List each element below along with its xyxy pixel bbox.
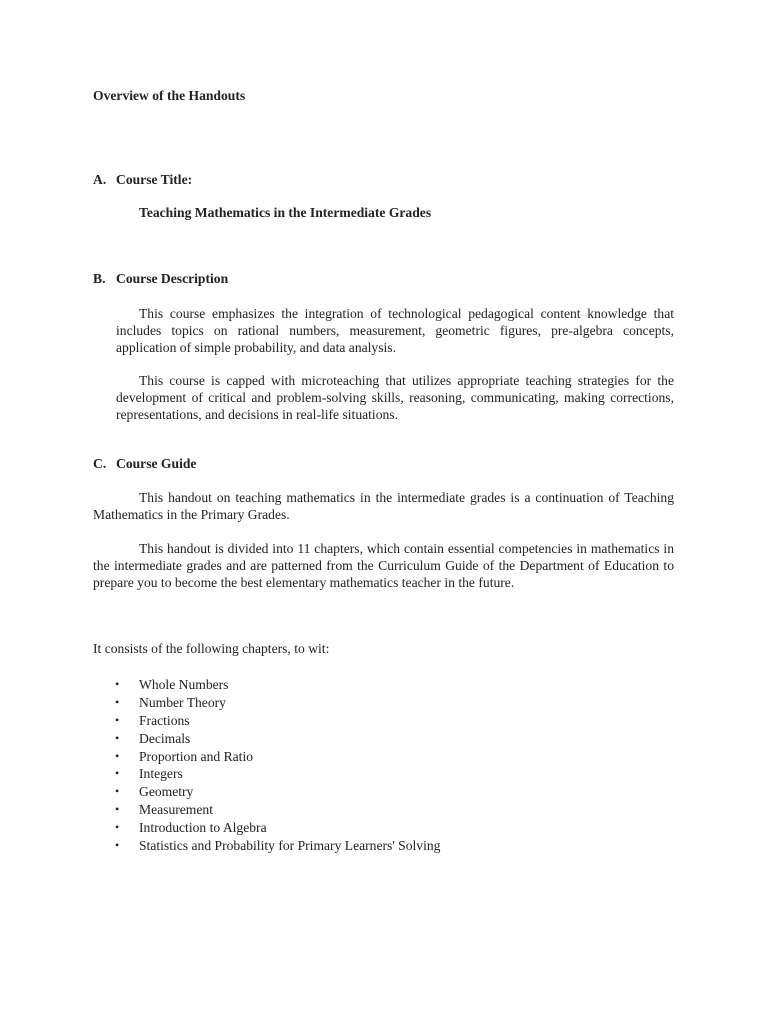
chapter-label: Number Theory <box>139 694 226 710</box>
chapter-label: Whole Numbers <box>139 677 229 692</box>
section-c-letter: C. <box>93 456 107 471</box>
section-a-letter: A. <box>93 172 107 187</box>
chapters-intro: It consists of the following chapters, to wit: <box>93 641 330 656</box>
bullet-icon: • <box>115 802 120 817</box>
chapter-label: Fractions <box>139 712 190 728</box>
chapter-label: Geometry <box>139 784 194 800</box>
document-title: Overview of the Handouts <box>93 88 246 103</box>
bullet-icon: • <box>115 820 120 835</box>
section-c-heading-text: Course Guide <box>116 456 197 471</box>
section-b-letter: B. <box>93 271 106 286</box>
bullet-icon: • <box>115 694 120 709</box>
bullet-icon: • <box>115 748 120 763</box>
section-b-heading <box>93 271 228 287</box>
chapter-label: Statistics and Probability for Primary Learners' Solving <box>139 838 441 854</box>
bullet-icon: • <box>115 838 120 853</box>
section-a-heading <box>93 172 192 188</box>
chapter-label: Integers <box>139 766 183 782</box>
chapter-label: Introduction to Algebra <box>139 820 267 836</box>
course-description-paragraph-1: This course emphasizes the integration of technological pedagogical content knowledge that includes topics on rational numbers, measurement, geometric figures, pre-algebra concepts, application of simple probability, and data analysis. <box>116 306 674 355</box>
bullet-icon: • <box>115 712 120 727</box>
chapter-label: Proportion and Ratio <box>139 748 254 764</box>
course-guide-paragraph-2: This handout is divided into 11 chapters, which contain essential competencies in mathematics in the intermediate grades and are patterned from the Curriculum Guide of the Department of Education to prepare you to become the best elementary mathematics teacher in the future. <box>93 541 674 590</box>
chapter-label: Measurement <box>139 802 213 818</box>
section-b-heading-text: Course Description <box>116 271 229 286</box>
section-a-heading-text: Course Title: <box>116 172 193 187</box>
section-c-heading <box>93 456 196 472</box>
bullet-icon: • <box>115 677 120 691</box>
course-guide-paragraph-1: This handout on teaching mathematics in the intermediate grades is a continuation of Teaching Mathematics in the Primary Grades. <box>93 490 674 522</box>
bullet-icon: • <box>115 766 120 781</box>
course-description-paragraph-2: This course is capped with microteaching that utilizes appropriate teaching strategies for the development of critical and problem-solving skills, reasoning, communicating, making corrections, representations, and decisions in real-life situations. <box>116 373 674 422</box>
bullet-icon: • <box>115 784 120 799</box>
course-title: Teaching Mathematics in the Intermediate Grades <box>139 205 432 220</box>
chapter-label: Decimals <box>139 730 191 746</box>
bullet-icon: • <box>115 730 120 745</box>
